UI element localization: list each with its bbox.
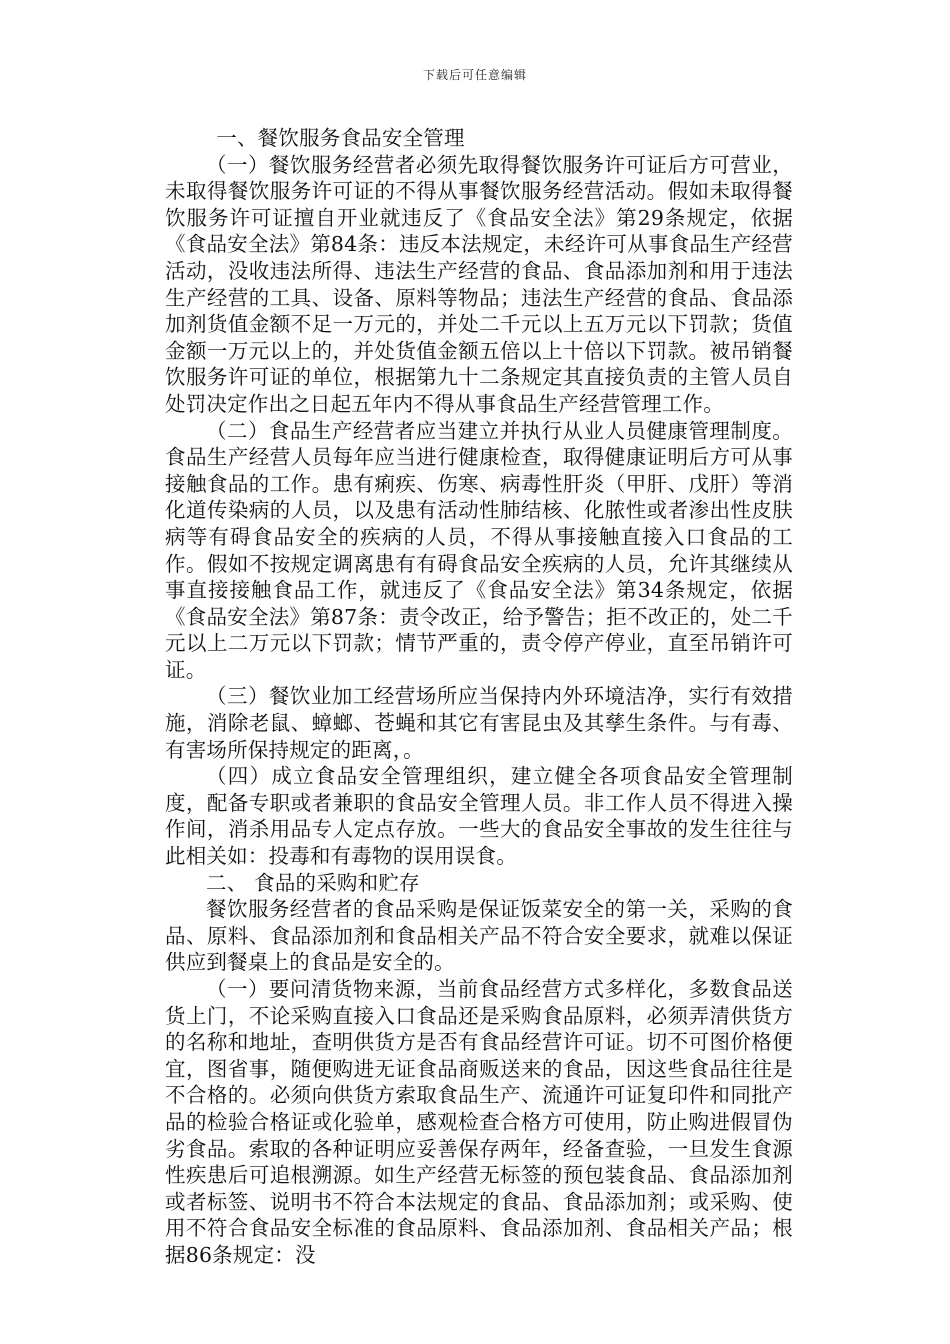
paragraph-6: （一）要问清货物来源，当前食品经营方式多样化，多数食品送货上门，不论采购直接入口食品还是采购食品原料，必须弄清供货方的名称和地址，查明供货方是否有食品经营许可证。切不可图价格便宜，图省事，随便购进无证食品商贩送来的食品，因这些食品往往是不合格的。必须向供货方索取食品生产、流通许可证复印件和同批产品的检验合格证或化验单，感观检查合格方可使用，防止购进假冒伪劣食品。索取的各种证明应妥善保存两年，经备查验，一旦发生食源性疾患后可追根溯源。如生产经营无标签的预包装食品、食品添加剂或者标签、说明书不符合本法规定的食品、食品添加剂；或采购、使用不符合食品安全标准的食品原料、食品添加剂、食品相关产品；根据86条规定：没 — [165, 977, 793, 1267]
paragraph-5: 餐饮服务经营者的食品采购是保证饭菜安全的第一关，采购的食品、原料、食品添加剂和食品相关产品不符合安全要求，就难以保证供应到餐桌上的食品是安全的。 — [165, 897, 793, 975]
paragraph-2: （二）食品生产经营者应当建立并执行从业人员健康管理制度。食品生产经营人员每年应当进行健康检查，取得健康证明后方可从事接触食品的工作。患有痢疾、伤寒、病毒性肝炎（甲肝、戊肝）等消化道传染病的人员，以及患有活动性肺结核、化脓性或者渗出性皮肤病等有碍食品安全的疾病的人员，不得从事接触直接入口食品的工作。假如不按规定调离患有有碍食品安全疾病的人员，允许其继续从事直接接触食品工作，就违反了《食品安全法》第34条规定，依据《食品安全法》第87条：责令改正，给予警告；拒不改正的，处二千元以上二万元以下罚款；情节严重的，责令停产停业，直至吊销许可证。 — [165, 418, 793, 682]
paragraph-4: （四）成立食品安全管理组织，建立健全各项食品安全管理制度，配备专职或者兼职的食品安全管理人员。非工作人员不得进入操作间，消杀用品专人定点存放。一些大的食品安全事故的发生往往与此相关如：投毒和有毒物的误用误食。 — [165, 764, 793, 869]
paragraph-3: （三）餐饮业加工经营场所应当保持内外环境洁净，实行有效措施，消除老鼠、蟑螂、苍蝇和其它有害昆虫及其孳生条件。与有毒、有害场所保持规定的距离，。 — [165, 684, 793, 762]
section-title-1: 一、餐饮服务食品安全管理 — [216, 126, 465, 150]
section-title-2: 二、 食品的采购和贮存 — [206, 870, 420, 895]
page-header-note: 下载后可任意编辑 — [422, 68, 527, 82]
document-body — [165, 125, 793, 1269]
paragraph-1: （一）餐饮服务经营者必须先取得餐饮服务许可证后方可营业，未取得餐饮服务许可证的不得从事餐饮服务经营活动。假如未取得餐饮服务许可证擅自开业就违反了《食品安全法》第29条规定，依据《食品安全法》第84条：违反本法规定，未经许可从事食品生产经营活动，没收违法所得、违法生产经营的食品、食品添加剂和用于违法生产经营的工具、设备、原料等物品；违法生产经营的食品、食品添加剂货值金额不足一万元的，并处二千元以上五万元以下罚款；货值金额一万元以上的，并处货值金额五倍以上十倍以下罚款。被吊销餐饮服务许可证的单位，根据第九十二条规定其直接负责的主管人员自处罚决定作出之日起五年内不得从事食品生产经营管理工作。 — [165, 152, 793, 416]
